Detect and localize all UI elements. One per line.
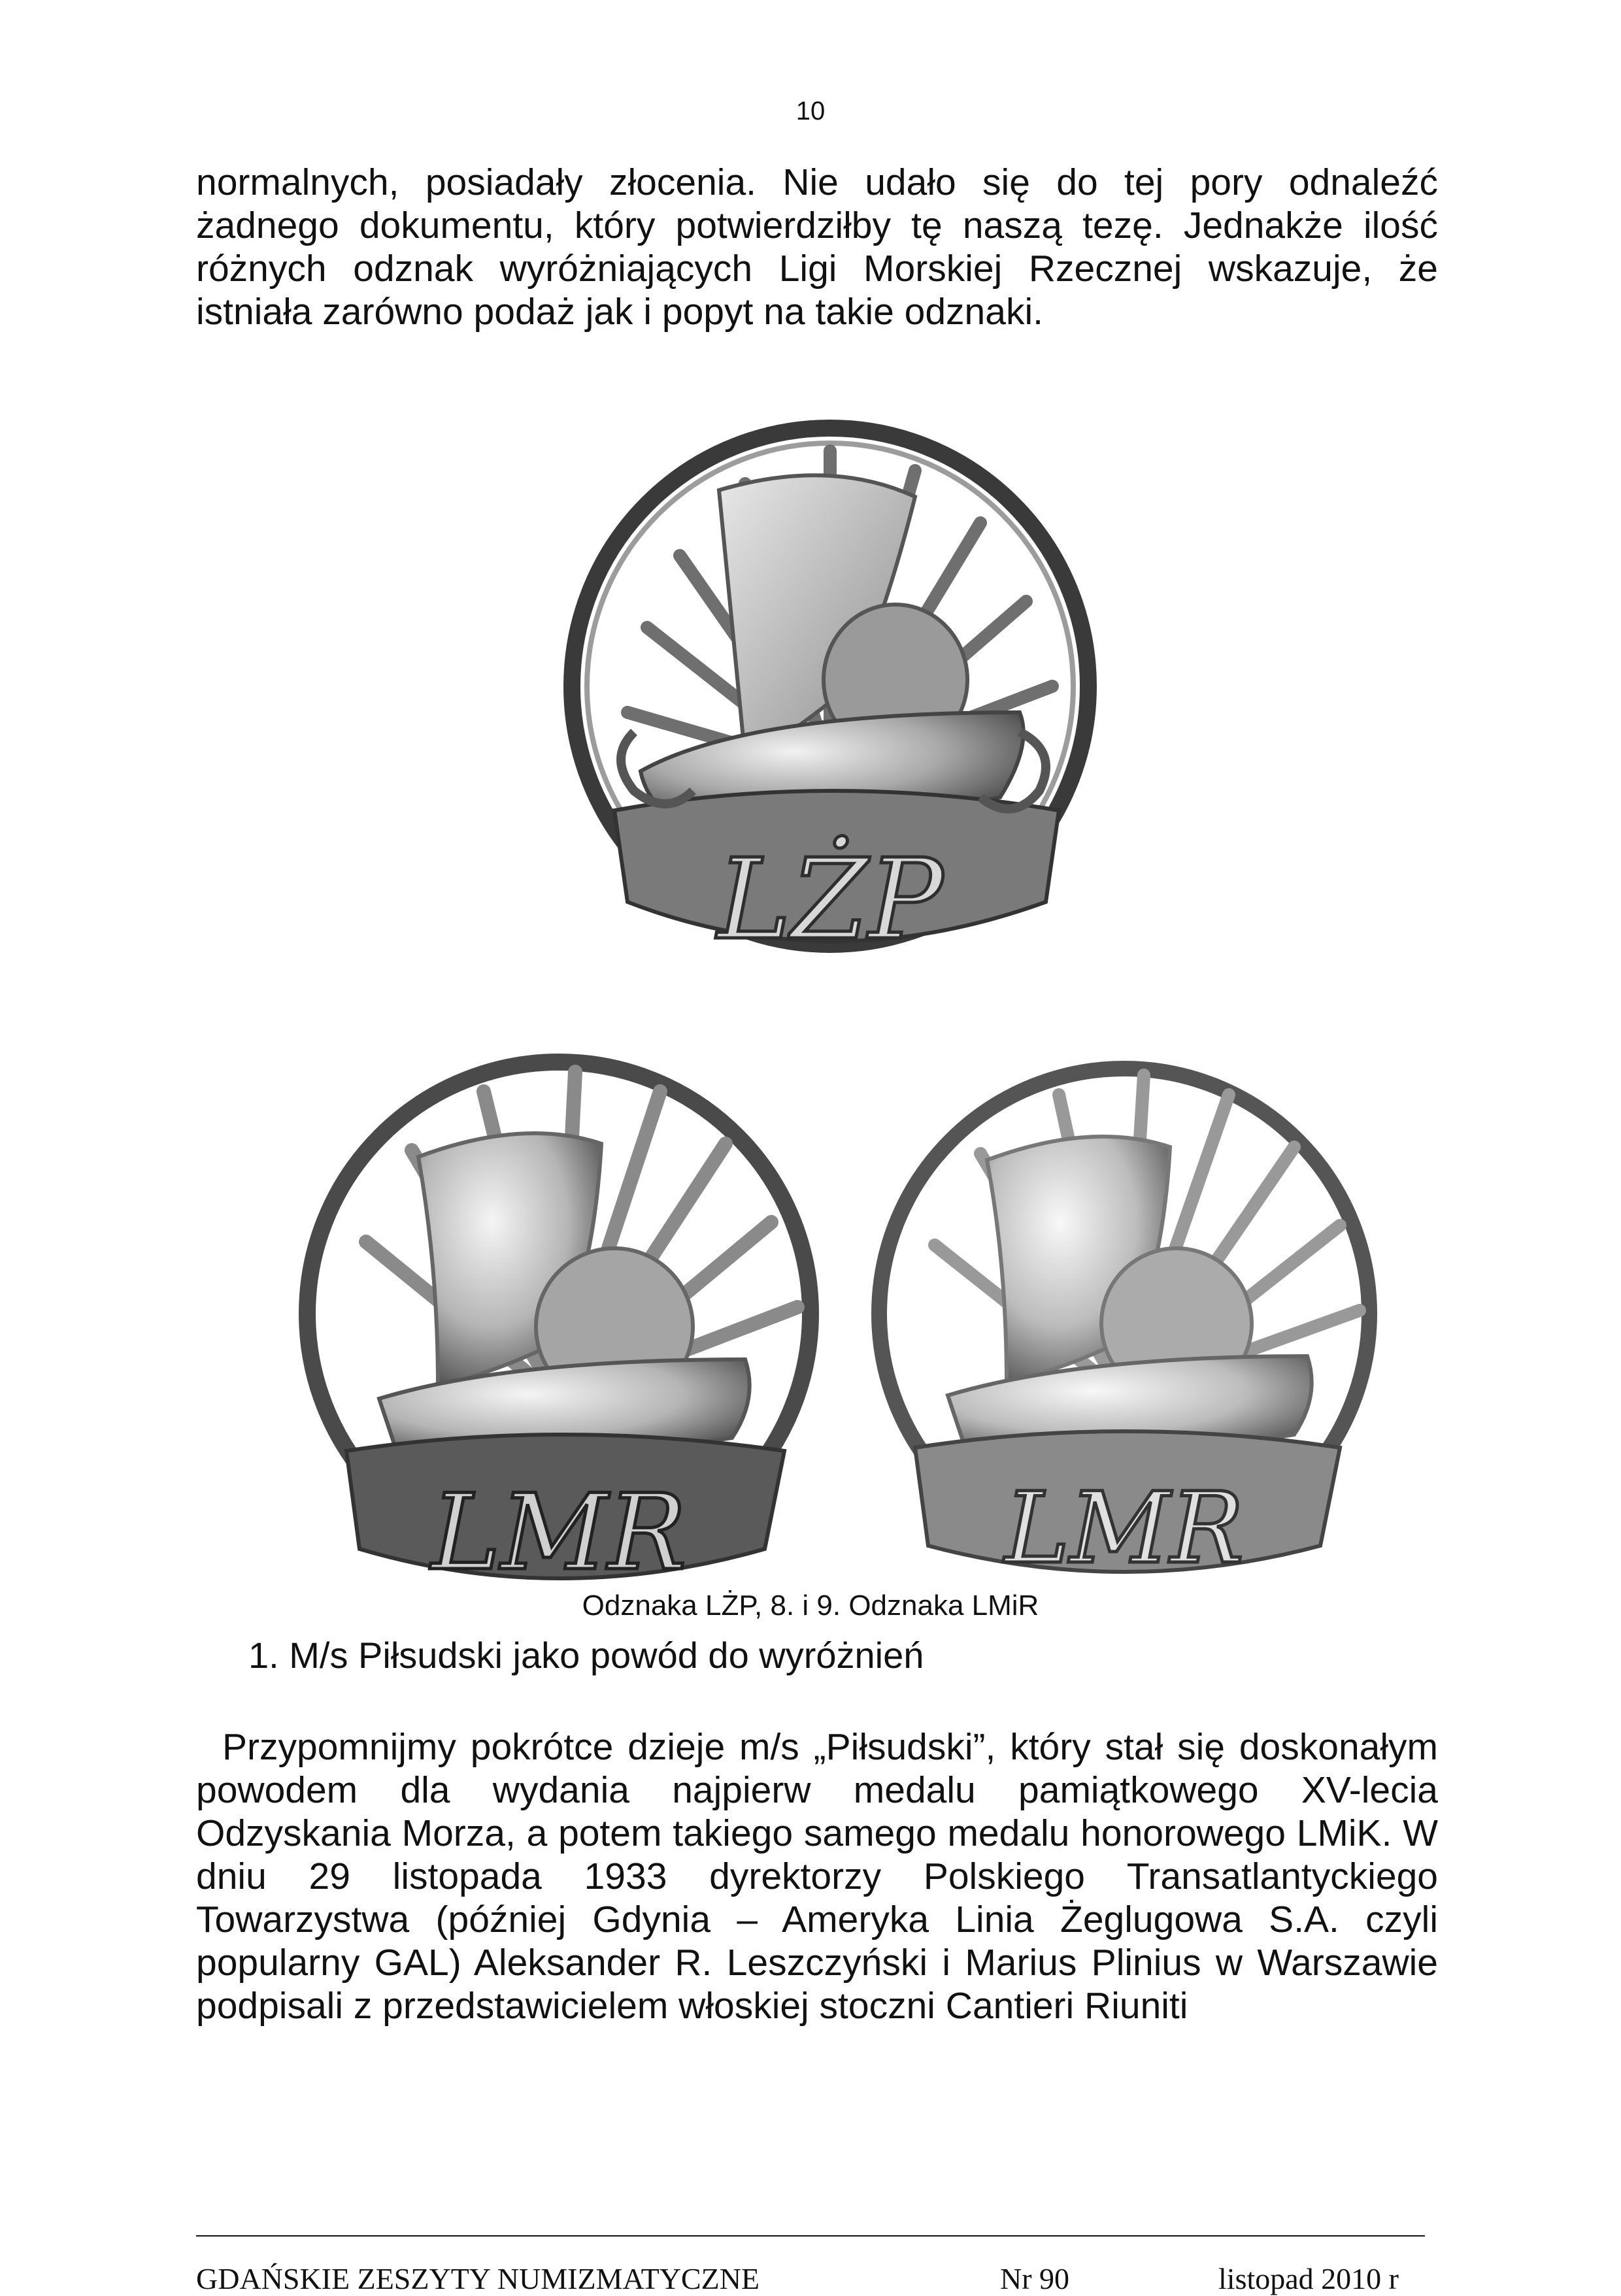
paragraph-intro: normalnych, posiadały złocenia. Nie udało się do tej pory odnaleźć żadnego dokumentu, który potwierdziłby tę naszą tezę. Jednakże ilość różnych odznak wyróżniających Ligi Morskiej Rzecznej wskazuje, że istniała zarówno podaż jak i popyt na takie odznaki. (196, 161, 1438, 333)
badge-lmir-left-monogram: LMR (431, 1471, 687, 1593)
footer (196, 2261, 1425, 2293)
footer-journal: GDAŃSKIE ZESZYTY NUMIZMATYCZNE (196, 2262, 760, 2295)
section-heading: 1. M/s Piłsudski jako powód do wyróżnień (248, 1635, 924, 1676)
badge-lmir-right-image (863, 1036, 1386, 1605)
footer-rule (196, 2235, 1425, 2237)
paragraph-main (196, 1725, 1438, 2027)
badge-lzp-monogram: LŻP (717, 835, 943, 965)
footer-issue: Nr 90 (1000, 2262, 1070, 2295)
paragraph-main-text: Przypomnijmy pokrótce dzieje m/s „Piłsudski”, który stał się doskonałym powodem dla wydania najpierw medalu pamiątkowego XV-lecia Odzyskania Morza, a potem takiego samego medalu honorowego LMiK. W dniu 29 listopada 1933 dyrektorzy Polskiego Transatlantyckiego Towarzystwa (później Gdynia – Ameryka Linia Żeglugowa S.A. czyli popularny GAL) Aleksander R. Leszczyński i Marius Plinius w Warszawie podpisali z przedstawicielem włoskiej stoczni Cantieri Riuniti (196, 1726, 1438, 2027)
page-number: 10 (795, 97, 826, 125)
badge-lmir-left-image (288, 1033, 830, 1608)
badge-lzp-image (549, 405, 1111, 993)
badge-lmir-right-monogram: LMR (1004, 1472, 1245, 1586)
figure-caption: Odznaka LŻP, 8. i 9. Odznaka LMiR (582, 1589, 1039, 1622)
footer-date: listopad 2010 r (1218, 2262, 1399, 2295)
